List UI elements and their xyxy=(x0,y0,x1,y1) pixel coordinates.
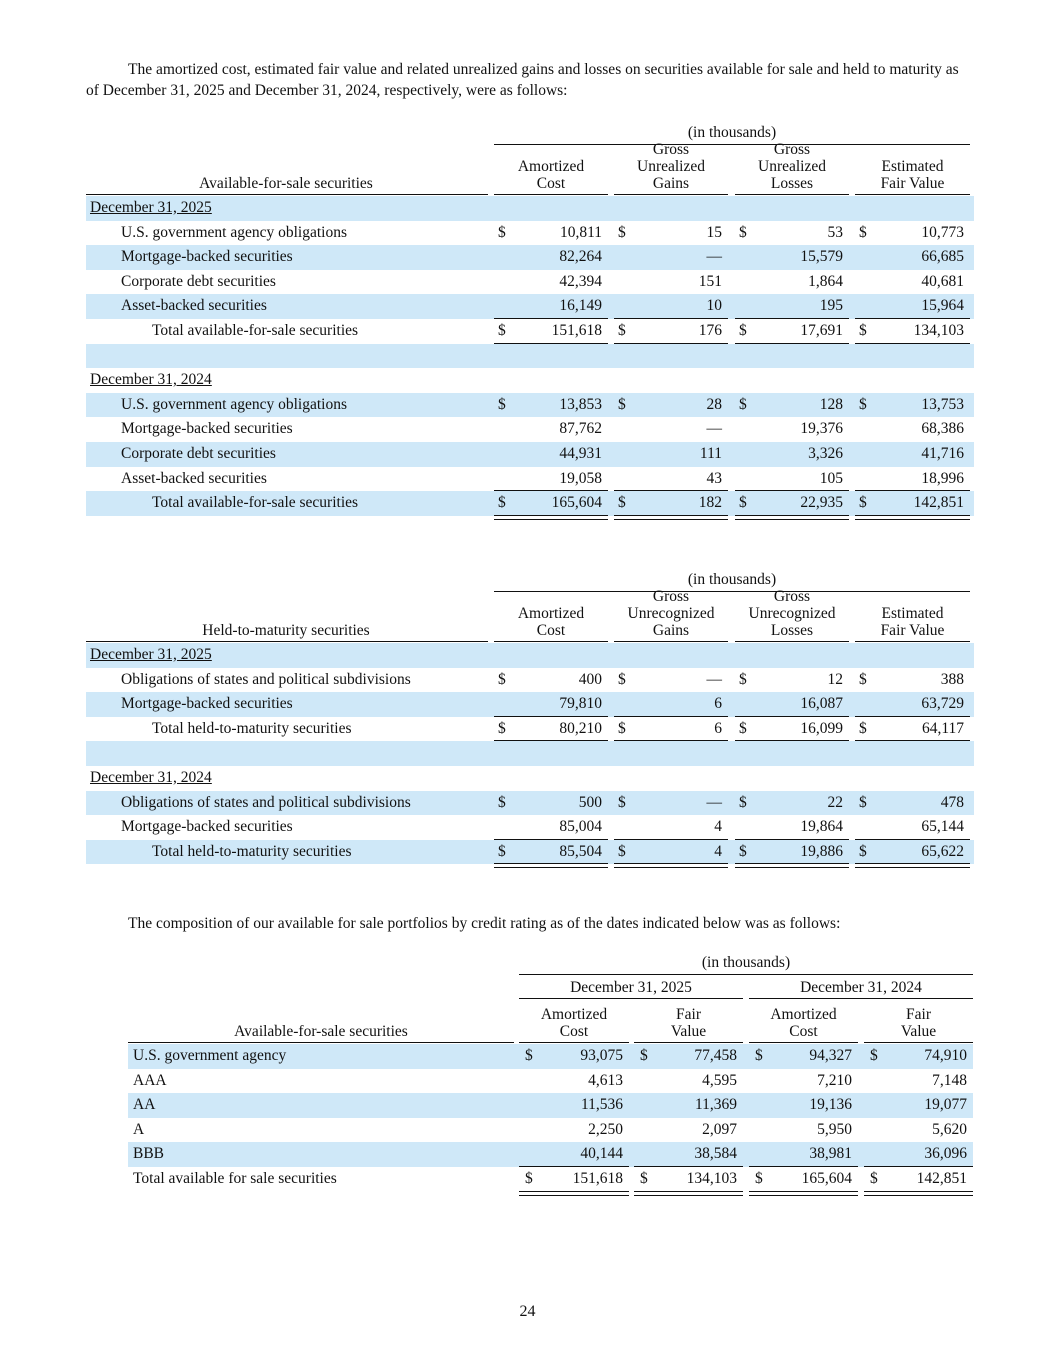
total-double-rule xyxy=(494,515,608,520)
value-cell: 82,264 xyxy=(559,248,602,266)
value-cell: 13,853 xyxy=(559,395,602,413)
period-date: December 31, 2025 xyxy=(90,199,212,216)
column-header xyxy=(735,588,849,639)
value-cell: 66,685 xyxy=(921,248,964,266)
column-header-text: Gross Unrecognized Gains xyxy=(627,588,715,639)
currency-symbol: $ xyxy=(870,1170,878,1187)
value-cell: 85,504 xyxy=(559,842,602,860)
row-label: U.S. government agency xyxy=(133,1047,287,1064)
value-cell: 65,144 xyxy=(921,818,964,836)
value-cell: 42,394 xyxy=(559,272,602,290)
currency-symbol: $ xyxy=(859,793,867,811)
value-cell: 10,773 xyxy=(921,223,964,241)
total-double-rule xyxy=(749,1191,858,1196)
value-cell: 85,004 xyxy=(559,818,602,836)
currency-symbol: $ xyxy=(498,494,506,512)
row-label: Asset-backed securities xyxy=(121,297,267,315)
table-title: Available-for-sale securities xyxy=(234,1023,408,1040)
value-cell: 6 xyxy=(714,719,722,737)
header-rule xyxy=(614,641,728,642)
units-rule xyxy=(494,591,970,592)
value-cell: 105 xyxy=(819,469,843,487)
row-label: AA xyxy=(133,1096,156,1114)
currency-symbol: $ xyxy=(618,842,626,860)
value-cell: 10,811 xyxy=(559,223,602,241)
value-cell: 40,681 xyxy=(921,272,964,290)
units-rule xyxy=(519,974,973,975)
column-header xyxy=(494,146,608,192)
total-label: Total available-for-sale securities xyxy=(152,322,359,339)
value-cell: 165,604 xyxy=(551,494,602,512)
table-row xyxy=(128,1069,973,1094)
table-title: Available-for-sale securities xyxy=(199,175,373,192)
row-label: Corporate debt securities xyxy=(121,272,276,290)
page-number: 24 xyxy=(519,1303,536,1320)
value-cell: 4,595 xyxy=(702,1071,737,1089)
table-row xyxy=(86,692,974,717)
value-cell: 53 xyxy=(827,223,843,241)
column-header-text: Estimated Fair Value xyxy=(880,605,945,639)
value-cell: 19,886 xyxy=(800,842,843,860)
value-cell: 4 xyxy=(714,842,722,860)
total-double-rule xyxy=(614,515,728,520)
row-label: Obligations of states and political subdivisions xyxy=(121,670,411,688)
row-label: Corporate debt securities xyxy=(121,445,276,462)
currency-symbol: $ xyxy=(755,1170,763,1187)
value-cell: 15,964 xyxy=(921,297,964,315)
value-cell: 111 xyxy=(699,445,722,462)
value-cell: 19,376 xyxy=(800,420,843,438)
value-cell: 93,075 xyxy=(580,1047,623,1064)
units-rule xyxy=(494,144,970,145)
column-header-text: Amortized Cost xyxy=(540,1006,608,1040)
column-header-text: Amortized Cost xyxy=(770,1006,837,1040)
value-cell: 16,099 xyxy=(800,719,843,737)
column-header-text: Gross Unrealized Gains xyxy=(637,141,705,192)
currency-symbol: $ xyxy=(618,223,626,241)
table-title: Held-to-maturity securities xyxy=(202,622,370,639)
column-header xyxy=(614,588,728,639)
currency-symbol: $ xyxy=(640,1047,648,1064)
currency-symbol: $ xyxy=(859,719,867,737)
value-cell: 151,618 xyxy=(572,1170,623,1187)
column-header xyxy=(614,141,728,192)
value-cell: 64,117 xyxy=(921,719,964,737)
table-row xyxy=(86,668,974,693)
currency-symbol: $ xyxy=(498,322,506,339)
table-row xyxy=(86,643,974,668)
table-row xyxy=(86,196,974,221)
table-row xyxy=(128,1118,973,1143)
value-cell: 142,851 xyxy=(913,494,964,512)
value-cell: — xyxy=(706,670,722,688)
value-cell: 5,620 xyxy=(932,1120,967,1138)
value-cell: 12 xyxy=(827,670,843,688)
total-double-rule xyxy=(614,863,728,868)
value-cell: 22,935 xyxy=(800,494,843,512)
table-row xyxy=(86,467,974,492)
table-row xyxy=(86,294,974,319)
table-row xyxy=(86,344,974,369)
table-row xyxy=(86,766,974,791)
currency-symbol: $ xyxy=(739,719,747,737)
table-row xyxy=(86,319,974,344)
currency-symbol: $ xyxy=(498,670,506,688)
value-cell: 400 xyxy=(578,670,602,688)
header-rule xyxy=(519,1042,629,1043)
table-row xyxy=(86,221,974,246)
value-cell: 68,386 xyxy=(921,420,964,438)
header-rule xyxy=(494,194,608,195)
value-cell: 15,579 xyxy=(800,248,843,266)
value-cell: 87,762 xyxy=(559,420,602,438)
value-cell: 22 xyxy=(827,793,843,811)
units-label: (in thousands) xyxy=(687,571,777,588)
title-rule xyxy=(128,1042,514,1043)
column-header-text: Gross Unrealized Losses xyxy=(758,141,826,192)
header-rule xyxy=(749,1042,858,1043)
value-cell: 11,369 xyxy=(694,1096,737,1114)
currency-symbol: $ xyxy=(618,322,626,339)
row-label: AAA xyxy=(133,1071,167,1089)
row-label: Mortgage-backed securities xyxy=(121,420,293,438)
period-header: December 31, 2025 xyxy=(570,979,692,996)
value-cell: 74,910 xyxy=(924,1047,967,1064)
value-cell: 134,103 xyxy=(913,322,964,339)
value-cell: 134,103 xyxy=(686,1170,737,1187)
value-cell: 13,753 xyxy=(921,395,964,413)
header-rule xyxy=(735,194,849,195)
currency-symbol: $ xyxy=(498,395,506,413)
column-header xyxy=(735,141,849,192)
column-header xyxy=(494,593,608,639)
value-cell: 19,864 xyxy=(800,818,843,836)
table-row xyxy=(128,1044,973,1069)
total-double-rule xyxy=(735,515,849,520)
currency-symbol: $ xyxy=(525,1047,533,1064)
value-cell: 65,622 xyxy=(921,842,964,860)
value-cell: 176 xyxy=(698,322,722,339)
period-date: December 31, 2025 xyxy=(90,646,212,663)
value-cell: 3,326 xyxy=(808,445,843,462)
value-cell: 40,144 xyxy=(580,1145,623,1163)
table-row xyxy=(86,368,974,393)
currency-symbol: $ xyxy=(870,1047,878,1064)
value-cell: 151,618 xyxy=(551,322,602,339)
column-header xyxy=(864,1002,973,1040)
currency-symbol: $ xyxy=(739,494,747,512)
currency-symbol: $ xyxy=(498,223,506,241)
intro-paragraph: The amortized cost, estimated fair value and related unrealized gains and losses on securities available for sale and held to maturity as of December 31, 2025 and December 31, 2024, respectively, were as follows: xyxy=(86,61,959,99)
value-cell: 19,058 xyxy=(559,469,602,487)
header-rule xyxy=(614,194,728,195)
currency-symbol: $ xyxy=(498,793,506,811)
period-rule xyxy=(519,998,743,999)
table-row xyxy=(86,393,974,418)
value-cell: 79,810 xyxy=(559,695,602,713)
row-label: Asset-backed securities xyxy=(121,469,267,487)
value-cell: 44,931 xyxy=(559,445,602,462)
value-cell: 142,851 xyxy=(916,1170,967,1187)
column-header xyxy=(855,146,970,192)
value-cell: 63,729 xyxy=(921,695,964,713)
value-cell: 19,077 xyxy=(924,1096,967,1114)
value-cell: — xyxy=(706,420,722,438)
value-cell: 18,996 xyxy=(921,469,964,487)
column-header xyxy=(519,1002,629,1040)
value-cell: 11,536 xyxy=(580,1096,623,1114)
title-rule xyxy=(86,641,488,642)
total-label: Total available-for-sale securities xyxy=(152,494,359,512)
value-cell: 15 xyxy=(706,223,722,241)
period-rule xyxy=(749,998,973,999)
credit-intro-paragraph: The composition of our available for sale portfolios by credit rating as of the dates indicated below was as follows: xyxy=(128,915,841,932)
currency-symbol: $ xyxy=(859,494,867,512)
value-cell: 80,210 xyxy=(559,719,602,737)
currency-symbol: $ xyxy=(859,670,867,688)
value-cell: 16,149 xyxy=(559,297,602,315)
value-cell: 7,148 xyxy=(932,1071,967,1089)
value-cell: 7,210 xyxy=(817,1071,852,1089)
value-cell: 10 xyxy=(706,297,722,315)
currency-symbol: $ xyxy=(859,842,867,860)
value-cell: — xyxy=(706,793,722,811)
header-rule xyxy=(634,1042,743,1043)
currency-symbol: $ xyxy=(618,494,626,512)
row-label: Obligations of states and political subdivisions xyxy=(121,793,411,811)
period-date: December 31, 2024 xyxy=(90,769,212,786)
row-label: Mortgage-backed securities xyxy=(121,818,293,836)
value-cell: 500 xyxy=(578,793,602,811)
currency-symbol: $ xyxy=(739,223,747,241)
total-double-rule xyxy=(855,515,970,520)
value-cell: 182 xyxy=(698,494,722,512)
column-header-text: Gross Unrecognized Losses xyxy=(748,588,836,639)
table-row xyxy=(86,245,974,270)
total-double-rule xyxy=(735,863,849,868)
header-rule xyxy=(855,641,970,642)
total-double-rule xyxy=(855,863,970,868)
value-cell: 151 xyxy=(698,272,722,290)
currency-symbol: $ xyxy=(739,395,747,413)
table-row xyxy=(86,791,974,816)
row-label: U.S. government agency obligations xyxy=(121,223,347,241)
table-row xyxy=(128,1142,973,1167)
currency-symbol: $ xyxy=(498,719,506,737)
value-cell: 195 xyxy=(819,297,843,315)
value-cell: 36,096 xyxy=(924,1145,967,1163)
value-cell: 478 xyxy=(940,793,964,811)
value-cell: 77,458 xyxy=(694,1047,737,1064)
units-label: (in thousands) xyxy=(687,124,777,141)
header-rule xyxy=(855,194,970,195)
value-cell: 94,327 xyxy=(809,1047,852,1064)
total-double-rule xyxy=(634,1191,743,1196)
units-label: (in thousands) xyxy=(701,954,791,971)
row-label: A xyxy=(133,1120,145,1138)
title-rule xyxy=(86,194,488,195)
table-row xyxy=(86,417,974,442)
row-label: Mortgage-backed securities xyxy=(121,695,293,713)
table-row xyxy=(86,717,974,742)
column-header-text: Fair Value xyxy=(670,1006,707,1040)
column-header-text: Estimated Fair Value xyxy=(880,158,945,192)
row-label: Mortgage-backed securities xyxy=(121,248,293,266)
currency-symbol: $ xyxy=(618,670,626,688)
total-label: Total held-to-maturity securities xyxy=(152,842,352,860)
value-cell: 2,097 xyxy=(702,1120,737,1138)
total-label: Total held-to-maturity securities xyxy=(152,719,352,737)
value-cell: 5,950 xyxy=(817,1120,852,1138)
header-rule xyxy=(864,1042,973,1043)
currency-symbol: $ xyxy=(640,1170,648,1187)
table-row xyxy=(128,1167,973,1192)
column-header xyxy=(634,1002,743,1040)
value-cell: 2,250 xyxy=(588,1120,623,1138)
value-cell: 19,136 xyxy=(809,1096,852,1114)
currency-symbol: $ xyxy=(859,223,867,241)
table-row xyxy=(86,741,974,766)
header-rule xyxy=(494,641,608,642)
value-cell: 17,691 xyxy=(800,322,843,339)
currency-symbol: $ xyxy=(618,395,626,413)
total-double-rule xyxy=(519,1191,629,1196)
value-cell: 38,981 xyxy=(809,1145,852,1163)
period-date: December 31, 2024 xyxy=(90,371,212,389)
column-header xyxy=(749,1002,858,1040)
column-header-text: Amortized Cost xyxy=(517,605,585,639)
value-cell: 6 xyxy=(714,695,722,713)
table-row xyxy=(86,442,974,467)
total-double-rule xyxy=(494,863,608,868)
table-row xyxy=(86,840,974,865)
currency-symbol: $ xyxy=(618,719,626,737)
currency-symbol: $ xyxy=(859,322,867,339)
column-header-text: Amortized Cost xyxy=(517,158,585,192)
currency-symbol: $ xyxy=(498,842,506,860)
row-label: BBB xyxy=(133,1145,165,1163)
value-cell: — xyxy=(706,248,722,266)
value-cell: 388 xyxy=(940,670,964,688)
row-label: U.S. government agency obligations xyxy=(121,395,347,413)
value-cell: 128 xyxy=(819,395,843,413)
total-double-rule xyxy=(864,1191,973,1196)
header-rule xyxy=(735,641,849,642)
table-row xyxy=(128,1093,973,1118)
currency-symbol: $ xyxy=(525,1170,533,1187)
currency-symbol: $ xyxy=(739,842,747,860)
currency-symbol: $ xyxy=(739,322,747,339)
value-cell: 43 xyxy=(706,469,722,487)
value-cell: 165,604 xyxy=(801,1170,852,1187)
value-cell: 1,864 xyxy=(808,272,843,290)
value-cell: 4,613 xyxy=(588,1071,623,1089)
value-cell: 28 xyxy=(706,395,722,413)
value-cell: 38,584 xyxy=(694,1145,737,1163)
currency-symbol: $ xyxy=(739,793,747,811)
currency-symbol: $ xyxy=(739,670,747,688)
column-header xyxy=(855,593,970,639)
table-row xyxy=(86,491,974,516)
column-header-text: Fair Value xyxy=(900,1006,937,1040)
table-row xyxy=(86,815,974,840)
total-label: Total available for sale securities xyxy=(133,1170,337,1187)
currency-symbol: $ xyxy=(859,395,867,413)
value-cell: 4 xyxy=(714,818,722,836)
value-cell: 41,716 xyxy=(921,445,964,462)
period-header: December 31, 2024 xyxy=(800,979,922,996)
currency-symbol: $ xyxy=(755,1047,763,1064)
value-cell: 16,087 xyxy=(800,695,843,713)
table-row xyxy=(86,270,974,295)
currency-symbol: $ xyxy=(618,793,626,811)
